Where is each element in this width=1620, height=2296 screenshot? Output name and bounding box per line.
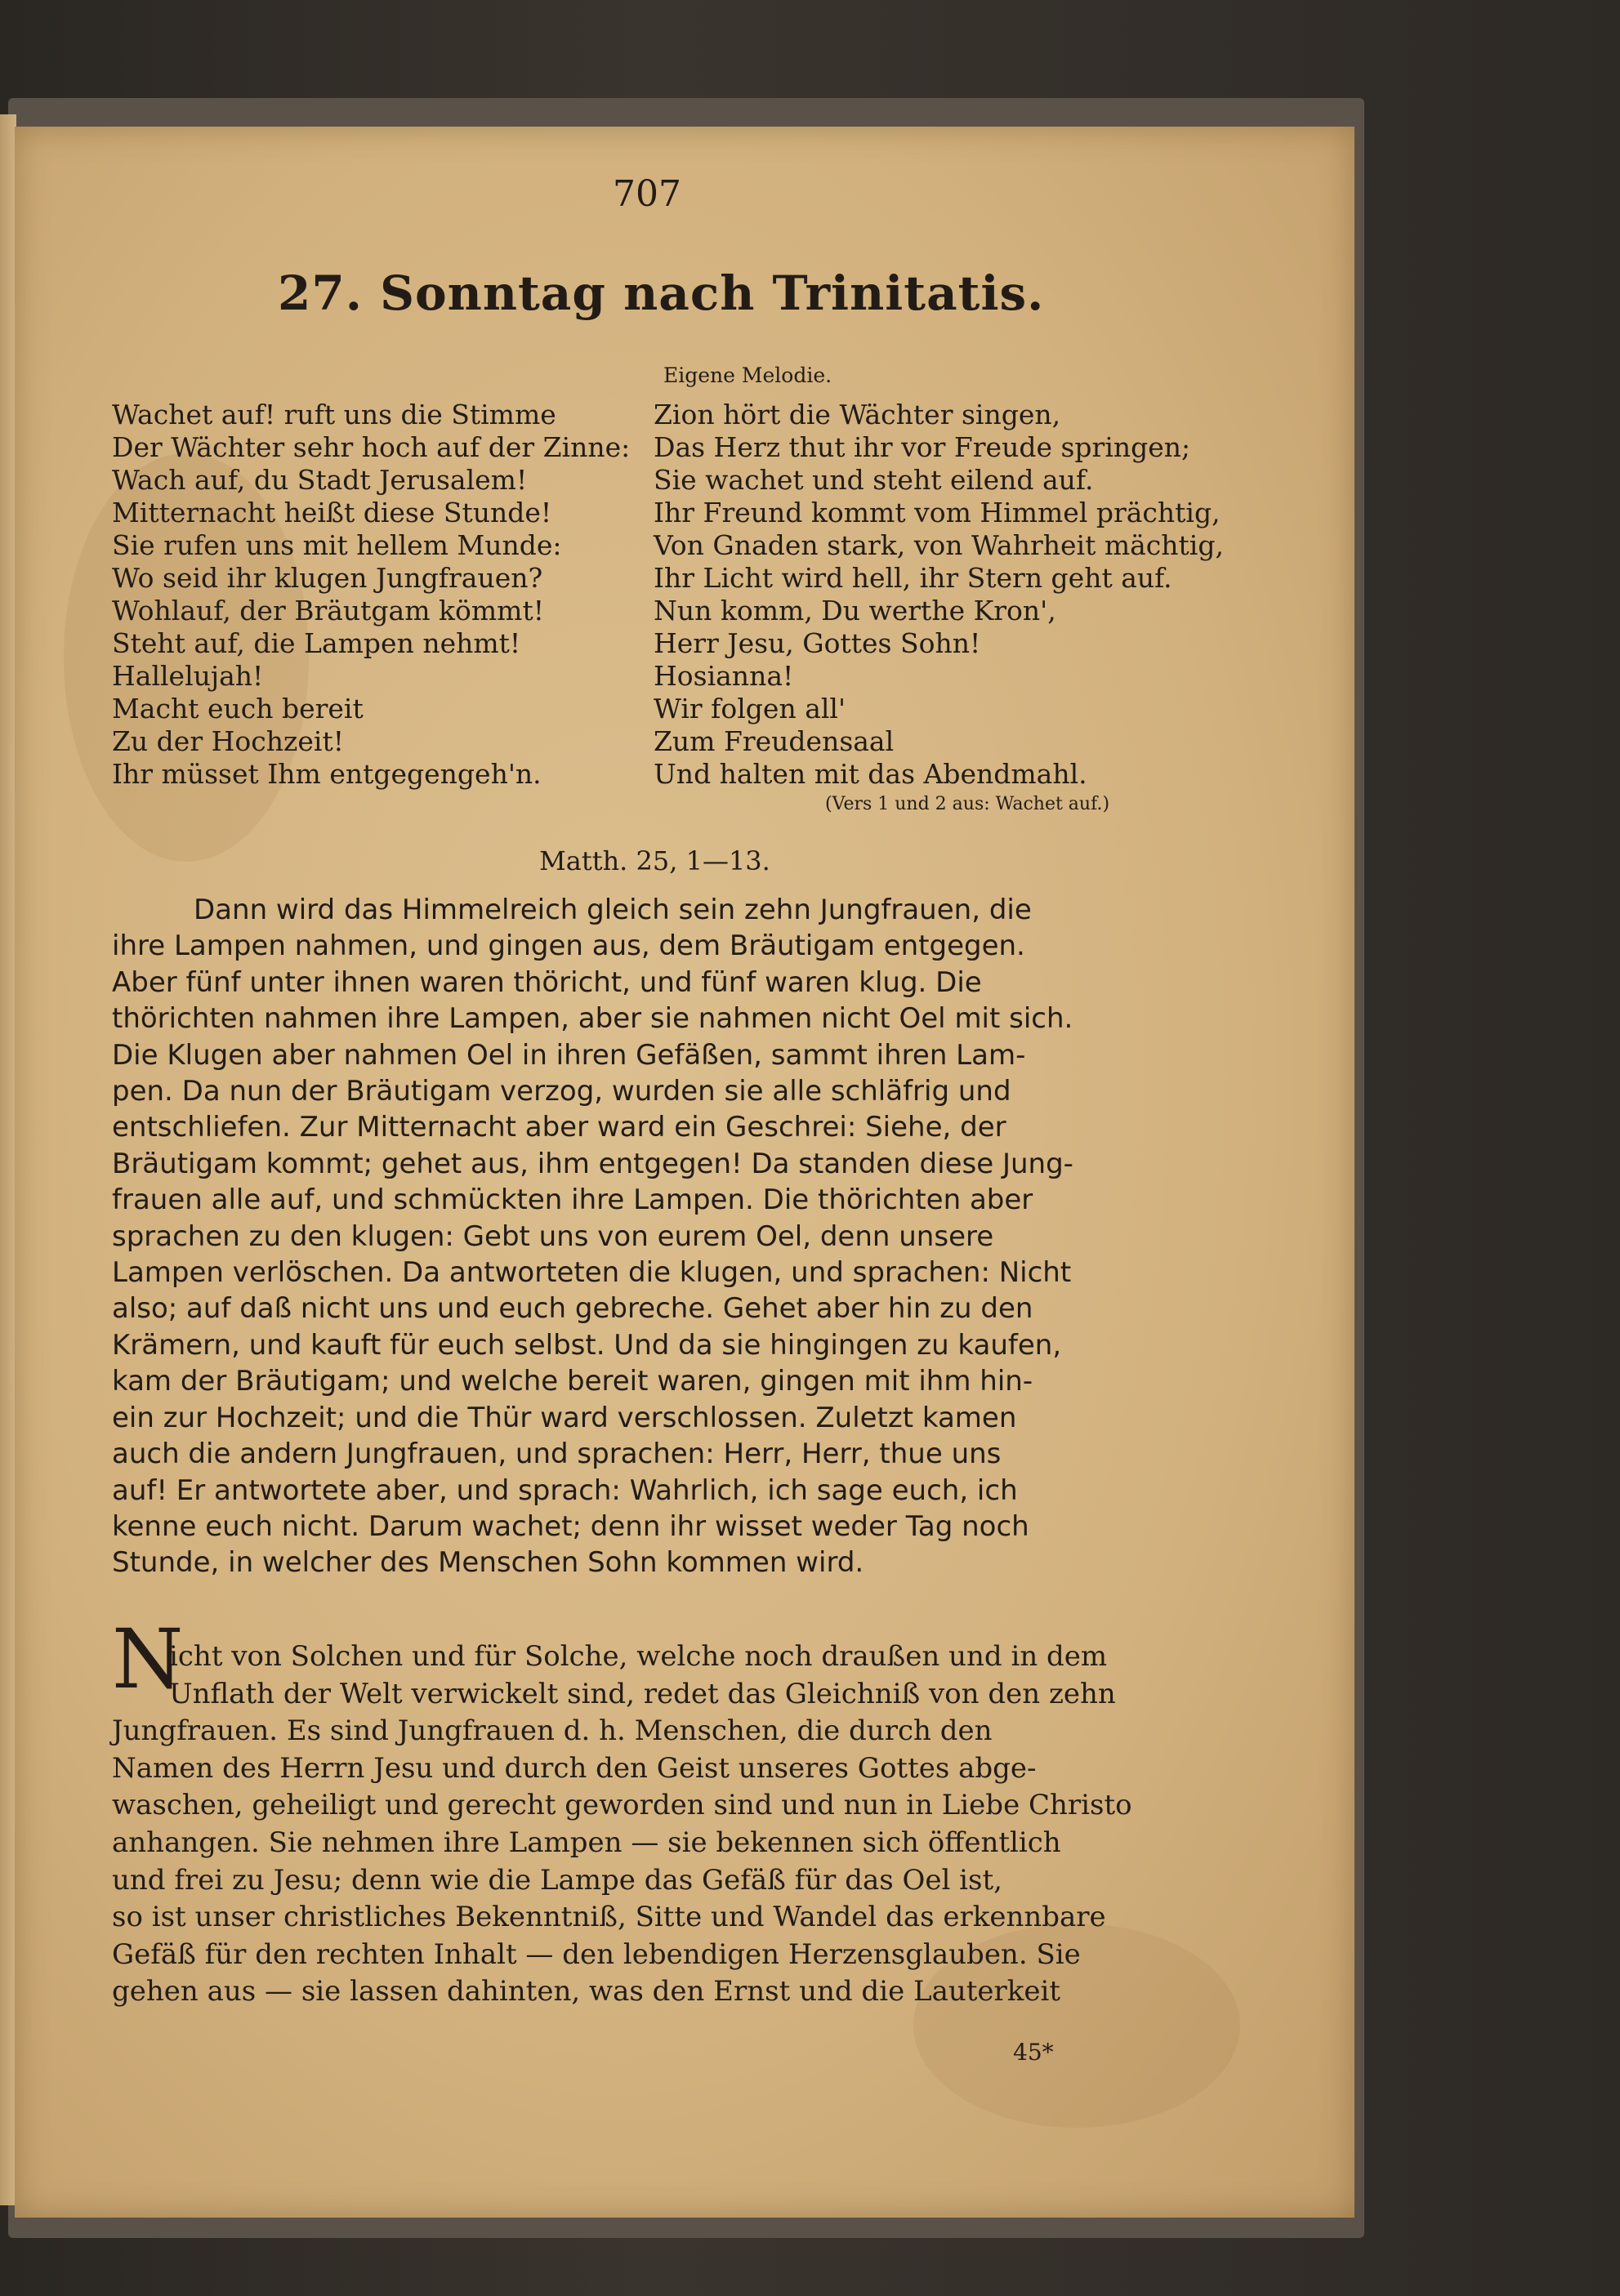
gospel-line: sprachen zu den klugen: Gebt uns von eurem Oel, denn unsere bbox=[112, 1219, 994, 1253]
hymn-line: Sie rufen uns mit hellem Munde: bbox=[112, 529, 562, 561]
commentary-line: Namen des Herrn Jesu und durch den Geist unseres Gottes abge- bbox=[112, 1751, 1037, 1785]
hymn-line: Der Wächter sehr hoch auf der Zinne: bbox=[112, 431, 631, 463]
hymn-line: Hosianna! bbox=[654, 660, 794, 692]
signature-mark: 45* bbox=[1013, 2039, 1054, 2066]
commentary-line: anhangen. Sie nehmen ihre Lampen — sie bekennen sich öffentlich bbox=[112, 1826, 1061, 1859]
gospel-text bbox=[112, 892, 1073, 1581]
gospel-line: Stunde, in welcher des Menschen Sohn kommen wird. bbox=[112, 1546, 864, 1580]
hymn-line: Wohlauf, der Bräutgam kömmt! bbox=[112, 595, 544, 626]
drop-cap: N bbox=[112, 1612, 184, 1707]
gospel-line: Lampen verlöschen. Da antworteten die klugen, und sprachen: Nicht bbox=[112, 1256, 1072, 1290]
gospel-line: thörichten nahmen ihre Lampen, aber sie nahmen nicht Oel mit sich. bbox=[112, 1002, 1073, 1036]
hymn-line: Und halten mit das Abendmahl. bbox=[654, 758, 1087, 790]
gospel-line: auch die andern Jungfrauen, und sprachen: Herr, Herr, thue uns bbox=[112, 1438, 1002, 1471]
hymn-line: Wir folgen all' bbox=[654, 693, 846, 724]
gospel-line: also; auf daß nicht uns und euch gebreche. Gehet aber hin zu den bbox=[112, 1292, 1033, 1326]
melody-note: Eigene Melodie. bbox=[663, 363, 832, 387]
hymn-line: Zu der Hochzeit! bbox=[112, 725, 344, 757]
hymn-left-column bbox=[112, 399, 630, 791]
gospel-line: kenne euch nicht. Darum wachet; denn ihr wisset weder Tag noch bbox=[112, 1509, 1029, 1543]
hymn-line: Hallelujah! bbox=[112, 660, 264, 692]
hymn-line: Ihr müsset Ihm entgegengeh'n. bbox=[112, 758, 542, 790]
hymn-line: Zion hört die Wächter singen, bbox=[654, 399, 1061, 430]
gospel-line: auf! Er antwortete aber, und sprach: Wahrlich, ich sage euch, ich bbox=[112, 1473, 1018, 1507]
hymn-line: Von Gnaden stark, von Wahrheit mächtig, bbox=[654, 529, 1224, 561]
gospel-line: entschliefen. Zur Mitternacht aber ward ein Geschrei: Siehe, der bbox=[112, 1111, 1006, 1144]
previous-leaf-edge bbox=[0, 114, 16, 2205]
commentary-line: icht von Solchen und für Solche, welche noch draußen und in dem bbox=[169, 1640, 1108, 1673]
commentary-line: und frei zu Jesu; denn wie die Lampe das Gefäß für das Oel ist, bbox=[112, 1863, 1002, 1897]
hymn-source-note: (Vers 1 und 2 aus: Wachet auf.) bbox=[825, 794, 1110, 814]
gospel-line: kam der Bräutigam; und welche bereit waren, gingen mit ihm hin- bbox=[112, 1365, 1033, 1398]
gospel-line: Bräutigam kommt; gehet aus, ihm entgegen! Da standen diese Jung- bbox=[112, 1147, 1073, 1180]
commentary-line: Gefäß für den rechten Inhalt — den lebendigen Herzensglauben. Sie bbox=[112, 1937, 1081, 1971]
hymn-line: Sie wachet und steht eilend auf. bbox=[654, 464, 1094, 496]
commentary-line: Jungfrauen. Es sind Jungfrauen d. h. Menschen, die durch den bbox=[112, 1714, 993, 1748]
hymn-line: Steht auf, die Lampen nehmt! bbox=[112, 627, 521, 659]
hymn-line: Wo seid ihr klugen Jungfrauen? bbox=[112, 562, 543, 594]
gospel-line: Die Klugen aber nahmen Oel in ihren Gefäßen, sammt ihren Lam- bbox=[112, 1038, 1026, 1072]
gospel-line: Dann wird das Himmelreich gleich sein zehn Jungfrauen, die bbox=[194, 894, 1032, 926]
commentary-line: waschen, geheiligt und gerecht geworden sind und nun in Liebe Christo bbox=[112, 1789, 1132, 1822]
commentary-line: gehen aus — sie lassen dahinten, was den Ernst und die Lauterkeit bbox=[112, 1975, 1061, 2008]
hymn-line: Wach auf, du Stadt Jerusalem! bbox=[112, 464, 528, 496]
hymn-line: Das Herz thut ihr vor Freude springen; bbox=[654, 431, 1191, 463]
hymn-line: Herr Jesu, Gottes Sohn! bbox=[654, 627, 981, 659]
hymn-line: Macht euch bereit bbox=[112, 693, 364, 724]
gospel-line: frauen alle auf, und schmückten ihre Lampen. Die thörichten aber bbox=[112, 1184, 1033, 1217]
page-title: 27. Sonntag nach Trinitatis. bbox=[278, 265, 1045, 321]
hymn-line: Mitternacht heißt diese Stunde! bbox=[112, 497, 552, 528]
gospel-line: ihre Lampen nahmen, und gingen aus, dem Bräutigam entgegen. bbox=[112, 930, 1025, 963]
page-number: 707 bbox=[613, 173, 681, 215]
hymn-line: Ihr Licht wird hell, ihr Stern geht auf. bbox=[654, 562, 1172, 594]
commentary-line: so ist unser christliches Bekenntniß, Sitte und Wandel das erkennbare bbox=[112, 1901, 1106, 1934]
hymn-right-column bbox=[654, 399, 1224, 791]
gospel-line: ein zur Hochzeit; und die Thür ward verschlossen. Zuletzt kamen bbox=[112, 1401, 1017, 1434]
hymn-line: Nun komm, Du werthe Kron', bbox=[654, 595, 1056, 626]
hymn-line: Ihr Freund kommt vom Himmel prächtig, bbox=[654, 497, 1221, 528]
gospel-line: pen. Da nun der Bräutigam verzog, wurden sie alle schläfrig und bbox=[112, 1075, 1011, 1108]
gospel-line: Aber fünf unter ihnen waren thöricht, und fünf waren klug. Die bbox=[112, 965, 982, 999]
hymn-line: Wachet auf! ruft uns die Stimme bbox=[112, 399, 556, 430]
commentary-text bbox=[112, 1638, 1132, 2011]
gospel-line: Krämern, und kauft für euch selbst. Und da sie hingingen zu kaufen, bbox=[112, 1328, 1062, 1362]
scripture-reference: Matth. 25, 1—13. bbox=[539, 845, 770, 876]
commentary-line: Unflath der Welt verwickelt sind, redet das Gleichniß von den zehn bbox=[169, 1677, 1116, 1710]
hymn-line: Zum Freudensaal bbox=[654, 725, 895, 757]
